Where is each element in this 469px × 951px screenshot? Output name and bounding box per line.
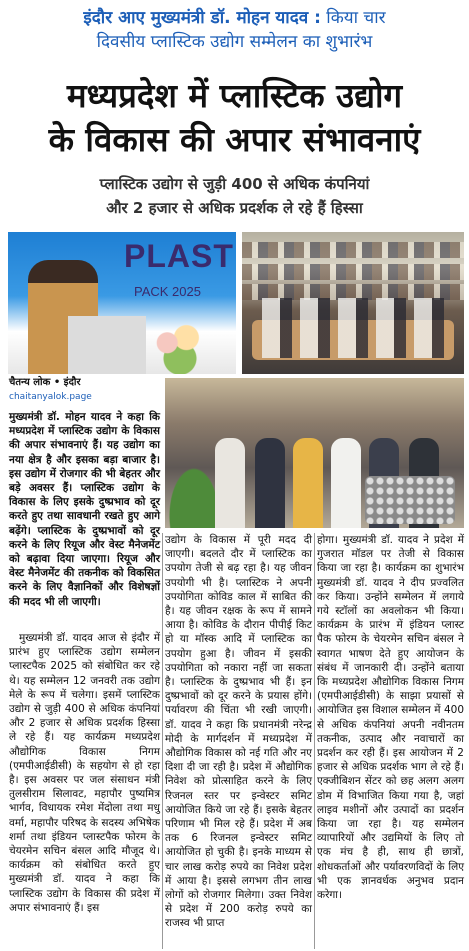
banner-brand: PLAST xyxy=(124,238,234,274)
kicker-line-2: दिवसीय प्लास्टिक उद्योग सम्मेलन का शुभारंभ xyxy=(96,32,373,52)
banner-brand-sub: PACK 2025 xyxy=(134,284,201,299)
subhead-line-1: प्लास्टिक उद्योग से जुड़ी 400 से अधिक कंपनियां xyxy=(99,175,370,193)
photo-audience xyxy=(242,232,464,374)
column-divider xyxy=(162,533,163,949)
product-tray xyxy=(365,476,455,524)
kicker-highlight: इंदौर आए मुख्यमंत्री डॉ. मोहन यादव : xyxy=(83,8,321,28)
article-column-3 xyxy=(317,533,464,902)
kicker-rest: किया चार xyxy=(326,8,386,28)
subhead xyxy=(0,172,469,220)
byline-url: chaitanyalok.page xyxy=(9,392,92,402)
headline-line-2: के विकास की अपार संभावनाएं xyxy=(48,120,421,159)
photo-stall-visit xyxy=(165,378,464,528)
audience-row xyxy=(242,264,464,280)
byline xyxy=(9,376,159,404)
article-column-1 xyxy=(9,631,160,915)
flower-bouquet xyxy=(148,322,212,374)
column-1-text: मुख्यमंत्री डॉ. यादव आज से इंदौर में प्रारंभ हुए प्लास्टिक उद्योग सम्मेलन प्लास्टपैक 2025 को संबोधित कर रहे थे। यह सम्मेलन 12 जनवरी तक उद्योग मेले के रूप में चलेगा। इसमें प्लास्टिक उद्योग से जुड़ी 400 से अधिक कंपनियां और 2 हजार से अधिक प्रदर्शक हिस्सा ले रहे हैं। यह कार्यक्रम मध्यप्रदेश औद्योगिक विकास निगम (एमपीआईडीसी) के सहयोग से हो रहा है। इस अवसर पर जल संसाधन मंत्री तुलसीराम सिलावट, महापौर पुष्यमित्र भार्गव, विधायक रमेश मेंदोला तथा मधु वर्मा, महापौर परिषद के सदस्य अभिषेक शर्मा तथा इंडियन प्लास्टपैक फोरम के चेयरमेन सचिन बंसल आदि मौजूद थे। कार्यक्रम को संबोधित करते हुए मुख्यमंत्री डॉ. यादव ने कहा कि प्लास्टिक उद्योग के विकास की प्रदेश में अपार संभावनाएं हैं। इस xyxy=(9,632,160,914)
subhead-line-2: और 2 हजार से अधिक प्रदर्शक ले रहे हैं हिस्सा xyxy=(106,199,363,217)
plant xyxy=(169,468,219,528)
column-3-text: होगा। मुख्यमंत्री डॉ. यादव ने प्रदेश में गुजरात मॉडल पर तेजी से विकास किया जा रहा है। कार्यक्रम का शुभारंभ मुख्यमंत्री डॉ. यादव ने दीप प्रज्वलित कर किया। उन्होंने सम्मेलन में लगाये गये स्टॉलों का अवलोकन भी किया। कार्यक्रम के प्रारंभ में इंडियन प्लास्ट पैक फोरम के चेयरमेन सचिन बंसल ने स्वागत भाषण देते हुए आयोजन के संबंध में जानकारी दी। उन्होंने बताया कि मध्यप्रदेश औद्योगिक विकास निगम (एमपीआईडीसी) के साझा प्रयासों से आयोजित इस विशाल सम्मेलन में 400 से अधिक कंपनियां अपनी नवीनतम तकनीक, उत्पाद और नवाचारों का प्रदर्शन कर रही हैं। इस आयोजन में 2 हजार से अधिक प्रदर्शक भाग ले रहे हैं। एक्जीबिशन सेंटर को छह अलग अलग डोम में विभाजित किया गया है, जहां लाइव मशीनों और उत्पादों का प्रदर्शन किया जा रहा है। यह सम्मेलन व्यापारियों और उद्यमियों के लिए तो एक मंच है ही, साथ ही छात्रों, शोधकर्ताओं और पर्यावरणविदों के लिए भी एक ज्ञानवर्धक अनुभव प्रदान करेगा। xyxy=(317,534,464,902)
headline xyxy=(0,74,469,162)
column-2-text: उद्योग के विकास में पूरी मदद दी जाएगी। बदलते दौर में प्लास्टिक का उपयोग तेजी से बढ़ रहा है। यह जीवन उपयोगी भी है। प्लास्टिक ने अपनी उपयोगिता कोविड काल में साबित की है। यह जीवन रक्षक के रूप में सामने आया है। कोविड के दौरान पीपीई किट हो या मॉस्क आदि में प्लास्टिक का उपयोग हुआ है। जीवन में इसकी उपयोगिता को नकारा नहीं जा सकता है। प्लास्टिक के दुष्प्रभाव भी हैं। इन दुष्प्रभावों को दूर करने के प्रयास होंगे। पर्यावरण की चिंता भी रखी जाएगी। डॉ. यादव ने कहा कि प्रधानमंत्री नरेन्द्र मोदी के मार्गदर्शन में मध्यप्रदेश में औद्योगिक विकास को नई गति और नए दिशा दी जा रही है। प्रदेश में औद्योगिक निवेश को प्रोत्साहित करने के लिए रिजनल स्तर पर इन्वेस्टर समिट आयोजित किये जा रहे हैं। इसके बेहतर परिणाम भी मिल रहे हैं। प्रदेश में अब तक 6 रिजनल इन्वेस्टर समिट आयोजित हो चुकी है। इनके माध्यम से चार लाख करोड़ रुपये का निवेश प्रदेश में आया है। इससे लगभग तीन लाख लोगों को रोजगार मिलेगा। उक्त निवेश से प्रदेश में 200 करोड़ रुपये का राजस्व भी प्राप्त xyxy=(165,534,312,930)
lead-paragraph: मुख्यमंत्री डॉ. मोहन यादव ने कहा कि मध्यप्रदेश में प्लास्टिक उद्योग के विकास की अपार संभावनाएं हैं। यह उद्योग का नया क्षेत्र है और इसका बड़ा बाजार है। इस उद्योग में रोजगार की भी बेहतर और बड़े अवसर हैं। प्लास्टिक उद्योग के विकास के लिए इसके दुष्प्रभाव को दूर करते हुए तथा सावधानी रखते हुए आगे बढ़ेंगे। प्लास्टिक के दुष्प्रभावों को दूर करने के लिए रियूज और वेस्ट मैनेजमेंट को बढ़ावा दिया जाएगा। रियूज और वेस्ट मैनेजमेंट की तकनीक को विकसित करने के लिए वैज्ञानिकों और विशेषज्ञों की मदद भी ली जाएगी। xyxy=(9,411,160,608)
article-column-2 xyxy=(165,533,312,931)
person-figure xyxy=(255,438,285,528)
podium xyxy=(68,316,146,374)
person-figure xyxy=(293,438,323,528)
front-row-guests xyxy=(262,298,444,358)
audience-row xyxy=(242,242,464,258)
column-divider xyxy=(314,533,315,949)
person-figure xyxy=(331,438,361,528)
photo-cm-speech xyxy=(8,232,236,374)
headline-line-1: मध्यप्रदेश में प्लास्टिक उद्योग xyxy=(66,76,403,115)
byline-source: चैतन्य लोक • इंदौर xyxy=(9,377,81,388)
person-figure xyxy=(215,438,245,528)
article-lead xyxy=(9,410,160,609)
kicker xyxy=(0,0,469,64)
kicker-line-1 xyxy=(0,6,469,30)
